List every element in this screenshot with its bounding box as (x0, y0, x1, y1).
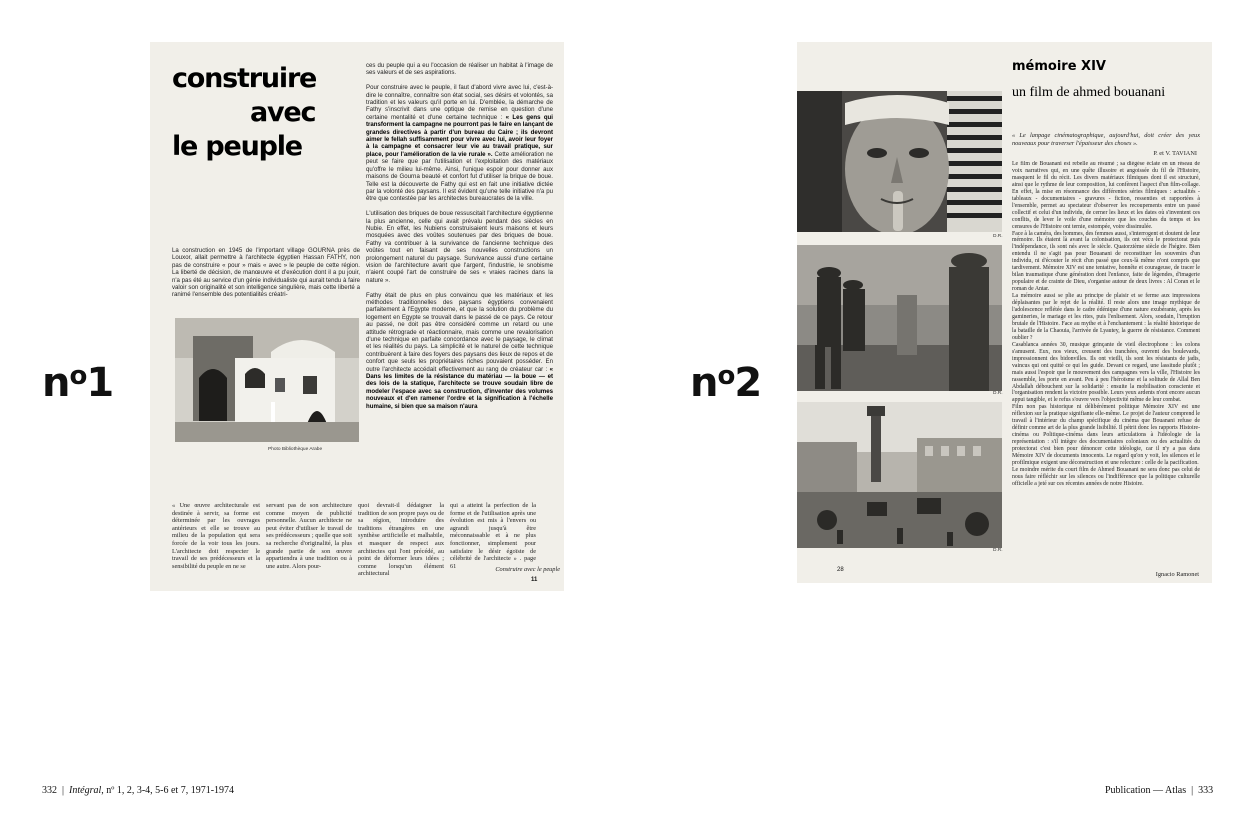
article-signature: Ignacio Ramonet (1155, 571, 1199, 578)
soldiers-photo-image (797, 245, 1002, 391)
quote-column-3: quoi devrait-il dédaigner la tradition de son propre pays ou de sa région, introduire des traditions étrangères en une synthèse artificielle et malhabile, et masquer de respect aux architectes qui l'ont précédé, au point de déformer leurs idées ; comme lorsqu'un élément architectural (358, 502, 444, 578)
page-number-28: 28 (837, 567, 844, 573)
quote-column-4: qui a atteint la perfection de la forme et de l'utilisation après une évolution est mis à l'envers ou agrandi jusqu'à être méconnaissable et à ne plus fonctionner, simplement pour satisfaire le désir égoïste de célébrité de l'architecte » . page 61 (450, 502, 536, 570)
street-photo-image (797, 402, 1002, 548)
issue-label-1: $n^o1$ (42, 360, 114, 406)
street-photo (797, 402, 1002, 548)
article-column-right: ces du peuple qui a eu l'occasion de réaliser un habitat à l'image de ses valeurs et de ses aspirations. Pour construire avec le peuple, il faut d'abord vivre avec lui, c'est-à-dire le connaître, connaître son état social, ses désirs et volontés, sa tradition et les valeurs qu'il porte en lui. D'emblée, la démarche de Fathy s'inscrivit dans une optique de remise en question d'une certaine mentalité et d'une certaine technique : « Les gens qui transforment la campagne ne pourront pas le faire en lançant de grandes directives à partir d'un bureau du Caire ; ils devront aimer le fellah suffisamment pour vivre avec lui, avoir leur foyer à la campagne et consacrer leur vie au travail pratique, sur place, pour l'amélioration de la vie rurale ». Cette amélioration ne peut se faire que par l'utilisation et l'exploitation des matériaux qu'offre le milieu lui-même. Ainsi, l'unique espoir pour donner aux maisons de Gourna beauté et confort fut d'utiliser la brique de boue. Telle est la découverte de Fathy qui est en fait une initiative dictée par la volonté des paysans. Il est évident qu'une telle initiative n'a pu être que contestée par les architectes bureaucrates de la ville. L'utilisation des briques de boue ressuscitait l'architecture égyptienne la plus ancienne, celle qui avait prévalu pendant des siècles en Nubie. En effet, les Nubiens construisaient leurs maisons et leurs mosquées avec des voûtes soutenues par des briques de boue. Fathy va contribuer à la survivance de l'ancienne technique des voûtes tout en faisant de ses nouvelles constructions un prolongement naturel du paysage. Survivance aussi d'une certaine vision de l'architecture avant que l'argent, l'industrie, le snobisme n'aient coupé l'art de construire de ses « vraies racines dans la nature ». Fathy était de plus en plus convaincu que les matériaux et les méthodes traditionnelles des paysans égyptiens convenaient parfaitement à l'Egypte moderne, et que la solution du problème du logement en Egypte se trouvait dans le passé de ce pays. Ce retour au passé, ne doit pas être considéré comme un retard ou une attitude rétrograde et réactionnaire, mais comme une revalorisation d'une technique en parfaite concordance avec le paysage, le climat et les réalités du pays. La simplicité et le naturel de cette technique contribuèrent à faire des foyers des paysans des lieux de repos et de confort que seuls les propriétaires riches pouvaient posséder. En outre l'architecte accédait effectivement au rang de créateur car : « Dans les limites de la résistance du matériau — la boue — et des lois de la statique, l'architecte se trouve soudain libre de modeler l'espace avec sa construction, d'inventer des volumes nouveaux et d'en ramener l'ordre et la signification à l'échelle humaine, si bien que sa maison n'aura (366, 62, 553, 410)
article-body: Le film de Bouanani est rebelle au résumé ; sa diégèse éclate en un réseau de voix narratives qui, en une quête illusoire et angoissée du fil de l'Histoire, masquent le fil du récit. Les divers matériaux filmiques dont il est structuré, ainsi que le rythme de leur composition, lui confèrent l'aspect d'un film-collage. En effet, la mise en résonnance des différentes séries filmiques : actualités - tableaux - documentaires - gravures - fiction, ressenties et rapportées à l'ensemble, permet au spectateur d'observer les recoupements entre un passé collectif et celui d'un individu, de cerner les lieux et les dates où s'inventent ces conflits, de lever le voile d'une mémoire que les couches du temps et les censures de l'Histoire ont ternie, estompée, voire dissimulée. Face à la caméra, des hommes, des femmes aussi, s'interrogent et doutent de leur mémoire. Ils étaient là avant la colonisation, ils ont vécu le protectorat puis l'indépendance, ils sont nés avec le siècle. Quatorzième siècle de l'hégire. Bien entendu il ne s'agit pas pour Bouanani de reconstituer les souvenirs d'un individu, ni d'écouter le récit d'un passé que ceux-là même n'ont compris que tardivement. Mémoire XIV est une tentative, honnête et courageuse, de tracer le bilan traumatique d'une génération dont l'enfance, faite de légendes, d'imagerie populaire et de crainte de Dieu, s'organise autour de deux livres : Al Coran et le roman de Antar. La mémoire aussi se plie au principe de plaisir et se ferme aux impressions déplaisantes par le rejet de la réalité. Il reste alors une image mythique de l'adolescence reflétée dans le cadre édénique d'une nature exubérante, après les gamineries, le mariage et les rites, puis l'enlisement. Alors, soudain, l'irruption brutale de l'Histoire. Face au mythe et à l'enchantement : la réalité historique de la bataille de la Chaouia, l'arrivée de Lyautey, la guerre de résistance. Comment oublier ? Casablanca années 30, musique grinçante de vieil électrophone : les colons s'amusent. Eux, nos vieux, creusent des tranchées, ouvrent des boulevards, impressionnent des bidonvilles. Ils ont vieilli, ils sont les résistants de jadis, vaincus qui ont quitté ce qui les guide. Devant ce regard, une lassitude plutôt ; mais aussi l'espoir que le mouvement des campagnes vers la ville, l'Histoire les rassemble, les porte en avant. Peu à peu l'héroïsme et la solitude de Allal Ben Abdallah débouchent sur la solidarité : ensuite la mobilisation consciente et l'organisation rendent la victoire possible. Leurs yeux ardents n'ont encore aucun appui tangible, et le refus s'ouvre vers l'objectivité même de leur combat. Film non pas historique ni délibérément politique Mémoire XIV est une réflexion sur la pratique signifiante elle-même. Le projet de l'auteur comprend le travail à l'intérieur du champ spécifique du cinéma que Bouanani refuse de définir comme art de la plus grande lisibilité. Il pétrit donc les rapports Histoire-cinéma ou Politique-cinéma dans leurs articulations à l'idéologie de la représentation : s'il intègre des documentaires coloniaux ou des actualités du protectorat c'est bien pour dénoncer cette idéologie, car il n'y a pas dans Mémoire XIV de documents innocents. Le regard qu'on y voit, les silences et le profilmique exigent une déconstruction et une relecture : celle de la pacification. Le moindre mérite du court film de Ahmed Bouanani ne sera donc pas celui de nous faire réfléchir sur les silences ou l'indifférence que la politique culturelle officielle a jeté sur ces récentes années de notre Histoire. (1012, 161, 1200, 487)
page-number-11: 11 (531, 577, 538, 583)
building-photo-image (175, 318, 359, 442)
headline-line-1: construire (172, 63, 317, 94)
photo-credit-1: D.R. (993, 234, 1003, 239)
intro-paragraph: La construction en 1945 de l'important village GOURNA près de Louxor, allait permettre à l'architecte égyptien Hassan FATHY, non pas de construire « pour » mais « avec » le peuple de cette région. La liberté de décision, de manœuvre et d'exécution dont il a pu jouir, n'a pas été au service d'un génie individualiste qui aurait tendu à faire valoir son originalité et son intelligence singulière, mais cette liberté a ranimé l'ensemble des potentialités créatri- (172, 247, 360, 299)
headline-line-3: le peuple (172, 131, 302, 162)
article-title: mémoire XIV (1012, 59, 1106, 74)
building-photo (175, 318, 359, 442)
article-subtitle: un film de ahmed bouanani (1012, 85, 1166, 100)
quote-column-1: « Une œuvre architecturale est destinée à servir, sa forme est déterminée par les ouvrages antérieurs et elle se trouve au milieu de la population qui sera forcée de la voir tous les jours. L'architecte doit respecter le travail de ses prédécesseurs et la sensibilité du peuple en ne se (172, 502, 260, 570)
footer-left: 332 | Intégral, nº 1, 2, 3-4, 5-6 et 7, 1971-1974 (42, 785, 235, 796)
footer-right: Publication — Atlas | 333 (1105, 785, 1214, 796)
quote-signature: Construire avec le peuple (495, 566, 560, 573)
page-integral-2 (797, 42, 1212, 583)
face-photo (797, 91, 1002, 232)
epigraph-author: P. et V. TAVIANI (1153, 150, 1197, 157)
photo-credit-2: D.R. (993, 391, 1003, 396)
face-photo-image (797, 91, 1002, 232)
headline-line-2: avec (250, 97, 316, 128)
photo-caption: Photo Bibliothèque Arabe (268, 447, 323, 452)
quote-column-2: servant pas de son architecture comme moyen de publicité personnelle. Aucun architecte ne peut éviter d'utiliser le travail de ses prédécesseurs ; quelle que soit sa recherche d'originalité, la plus grande partie de son œuvre appartiendra à une tradition ou à une autre. Alors pour- (266, 502, 352, 570)
quote-epigraph: « Le lanpage cinématographique, aujourd'hui, doit créer des yeux nouveaux pour traverser l'épaisseur des choses ». (1012, 132, 1200, 147)
issue-label-2: $n^o2$ (690, 360, 762, 406)
soldiers-photo (797, 245, 1002, 391)
page-integral-1 (150, 42, 564, 591)
photo-credit-3: D.R. (993, 548, 1003, 553)
